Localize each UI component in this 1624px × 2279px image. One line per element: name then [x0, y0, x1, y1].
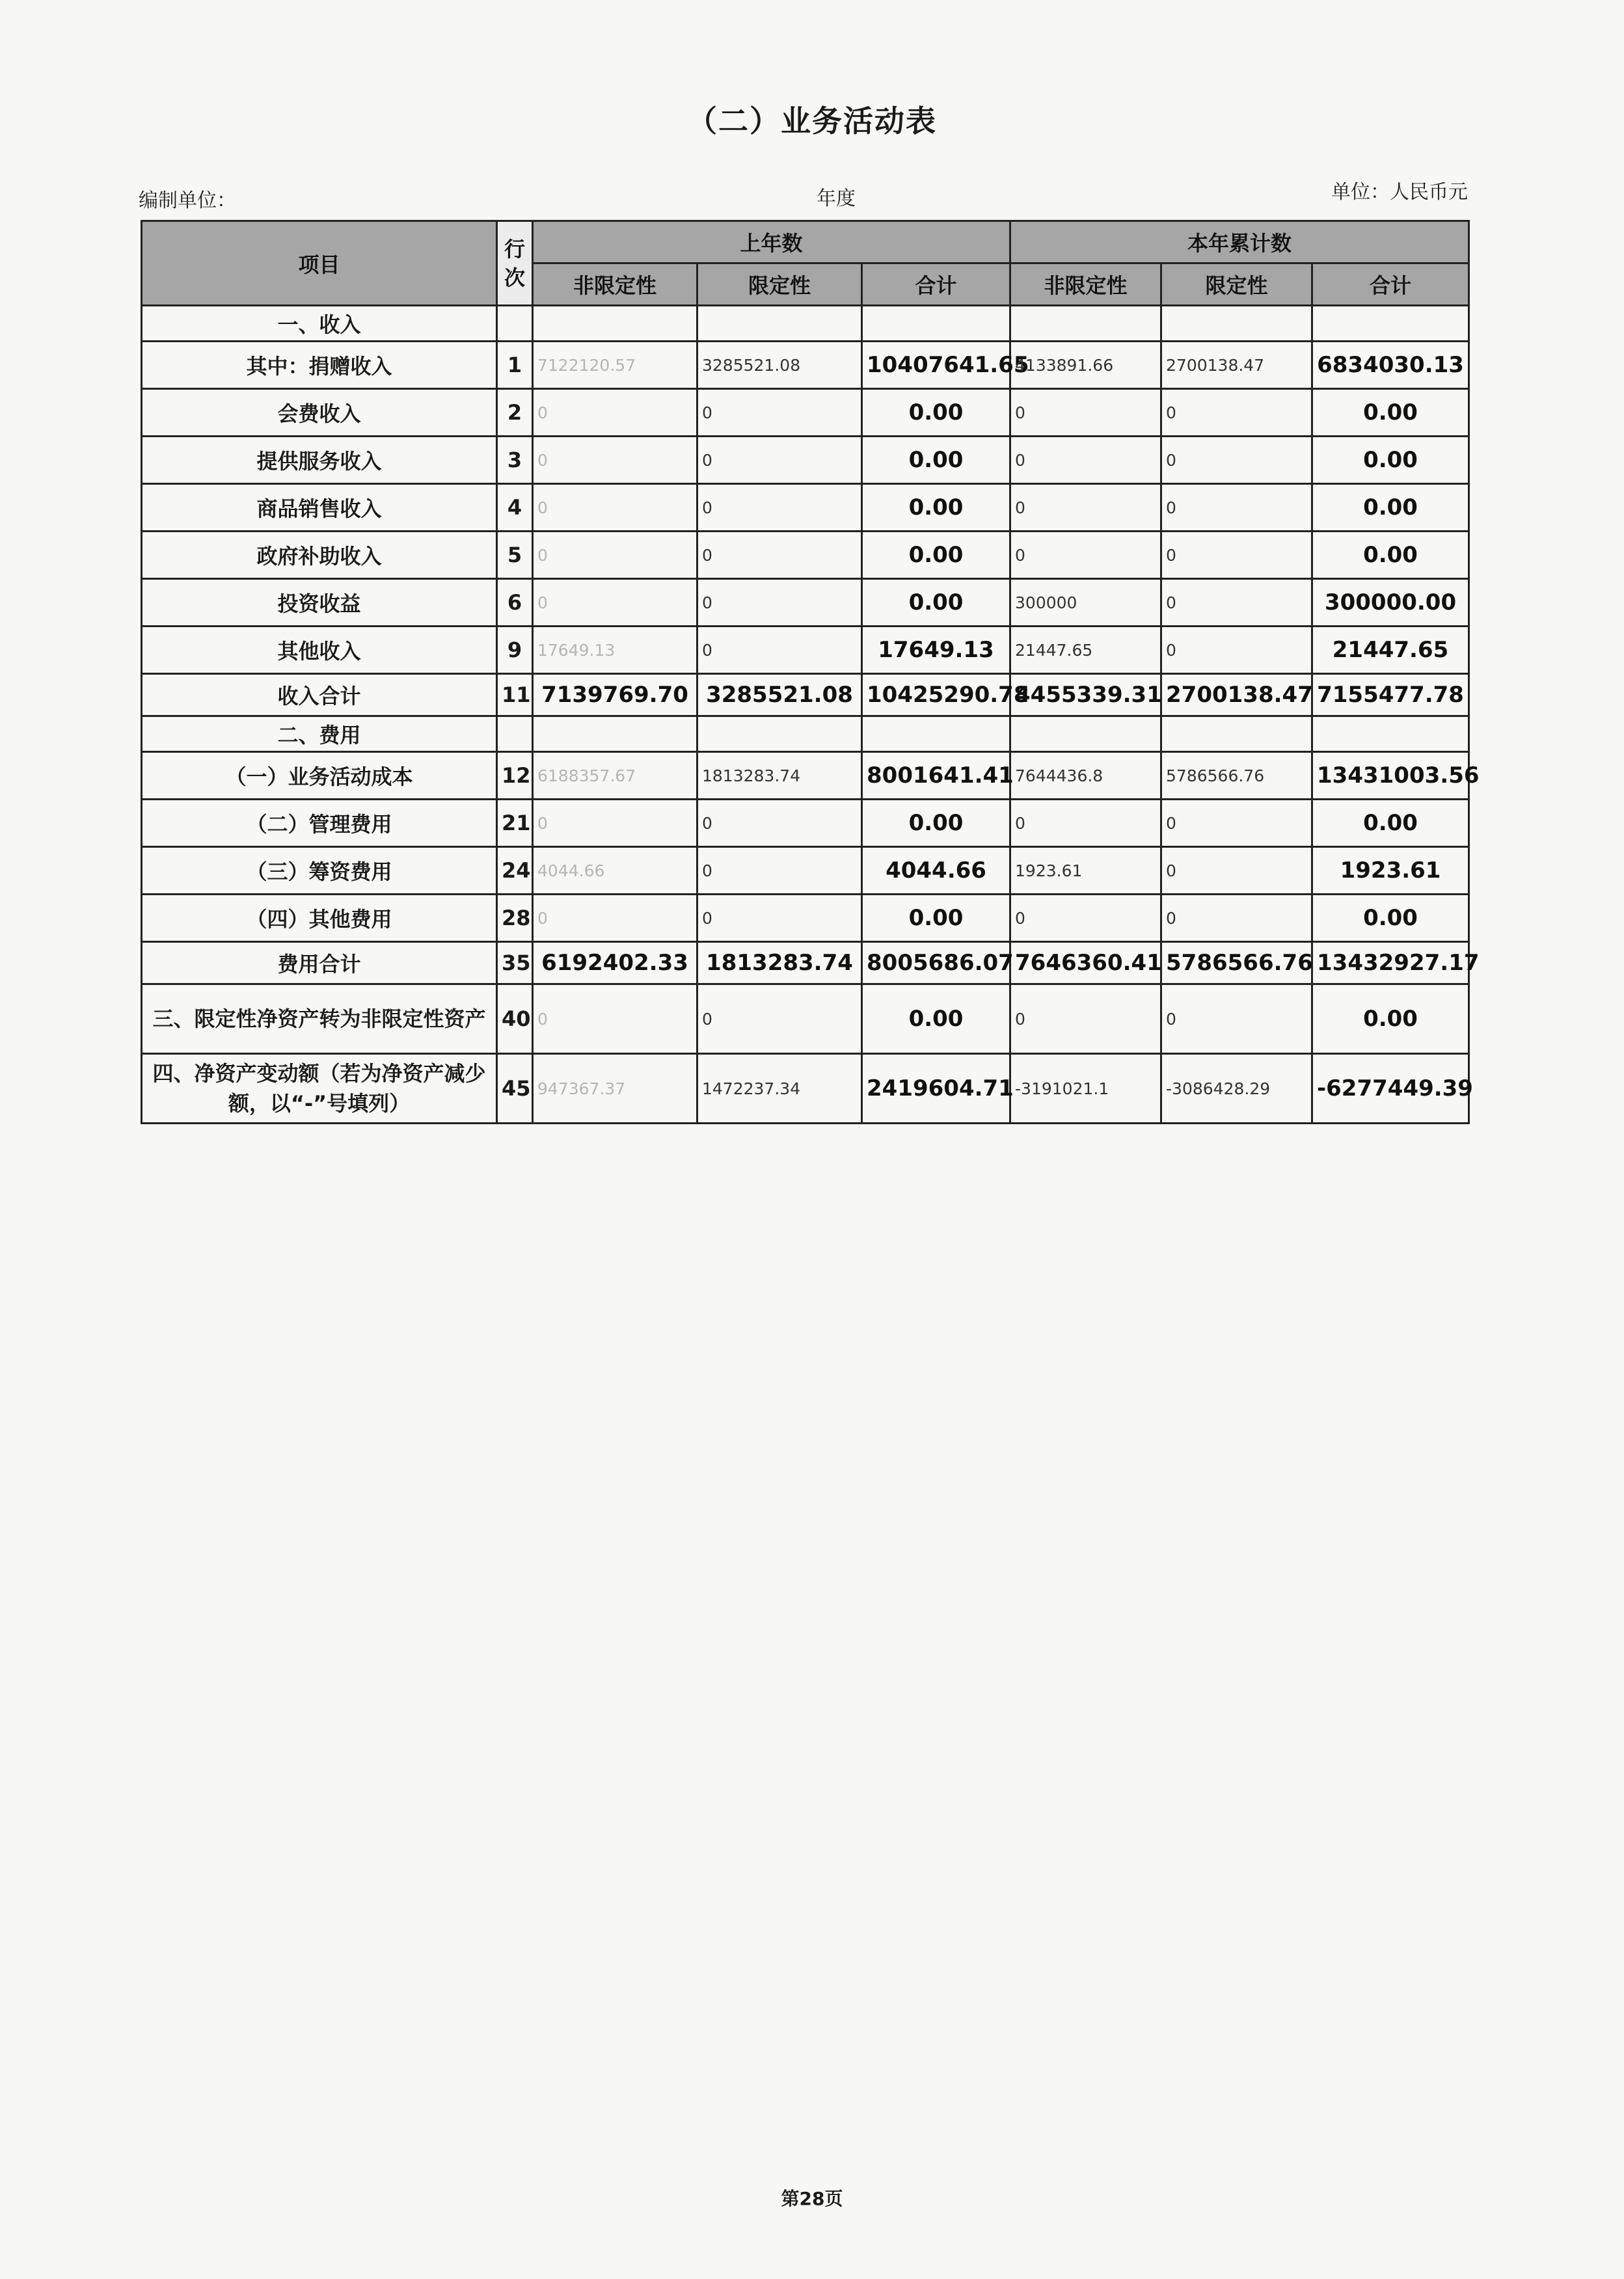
- cell-prev-unrestricted: [533, 716, 697, 752]
- header-prev-year: 上年数: [533, 221, 1010, 263]
- cell-curr-unrestricted: 0: [1010, 389, 1161, 437]
- compiling-unit-label: 编制单位：: [139, 189, 236, 212]
- header-prev-unrestricted: 非限定性: [533, 263, 697, 306]
- cell-prev-total: [862, 306, 1010, 342]
- header-lineno-text: 行次: [504, 236, 525, 290]
- cell-prev-restricted: 0: [697, 895, 862, 942]
- row-line-number: 3: [497, 437, 533, 484]
- cell-curr-total: [1312, 306, 1469, 342]
- row-label: 二、费用: [142, 716, 497, 752]
- table-row: [142, 847, 1469, 895]
- row-line-number: 45: [497, 1054, 533, 1124]
- row-label: （三）筹资费用: [142, 847, 497, 895]
- table-row: [142, 579, 1469, 627]
- page-title: （二）业务活动表: [687, 103, 937, 139]
- cell-prev-restricted: 0: [697, 484, 862, 532]
- cell-curr-unrestricted: 7644436.8: [1010, 752, 1161, 800]
- table-row: [142, 306, 1469, 342]
- table-row: [142, 752, 1469, 800]
- table-row: [142, 484, 1469, 532]
- cell-curr-total: 13432927.17: [1312, 942, 1469, 984]
- cell-prev-unrestricted: [533, 306, 697, 342]
- cell-prev-unrestricted: 0: [533, 579, 697, 627]
- row-line-number: 40: [497, 984, 533, 1054]
- cell-curr-restricted: 0: [1161, 984, 1312, 1054]
- row-label: 商品销售收入: [142, 484, 497, 532]
- row-line-number: [497, 716, 533, 752]
- cell-prev-unrestricted: 0: [533, 389, 697, 437]
- cell-curr-unrestricted: 4133891.66: [1010, 342, 1161, 389]
- cell-curr-total: 6834030.13: [1312, 342, 1469, 389]
- cell-prev-unrestricted: 0: [533, 532, 697, 579]
- header-lineno: [497, 221, 533, 306]
- cell-curr-unrestricted: 0: [1010, 532, 1161, 579]
- table-row: [142, 1054, 1469, 1124]
- cell-prev-total: 2419604.71: [862, 1054, 1010, 1124]
- cell-curr-unrestricted: 300000: [1010, 579, 1161, 627]
- header-item: 项目: [142, 221, 497, 306]
- row-line-number: 4: [497, 484, 533, 532]
- cell-prev-total: [862, 716, 1010, 752]
- cell-curr-unrestricted: 21447.65: [1010, 627, 1161, 674]
- cell-curr-restricted: 0: [1161, 484, 1312, 532]
- row-label: 提供服务收入: [142, 437, 497, 484]
- cell-curr-total: 13431003.56: [1312, 752, 1469, 800]
- cell-curr-total: 0.00: [1312, 437, 1469, 484]
- cell-prev-total: 0.00: [862, 437, 1010, 484]
- cell-curr-unrestricted: -3191021.1: [1010, 1054, 1161, 1124]
- row-label: 收入合计: [142, 674, 497, 716]
- cell-prev-unrestricted: 7139769.70: [533, 674, 697, 716]
- cell-prev-total: 0.00: [862, 389, 1010, 437]
- cell-prev-total: 0.00: [862, 895, 1010, 942]
- cell-prev-restricted: 1472237.34: [697, 1054, 862, 1124]
- cell-curr-unrestricted: 7646360.41: [1010, 942, 1161, 984]
- cell-curr-unrestricted: [1010, 716, 1161, 752]
- cell-prev-restricted: 1813283.74: [697, 752, 862, 800]
- row-line-number: [497, 306, 533, 342]
- cell-prev-unrestricted: 0: [533, 484, 697, 532]
- cell-curr-total: 0.00: [1312, 984, 1469, 1054]
- cell-prev-total: 0.00: [862, 484, 1010, 532]
- header-curr-total: 合计: [1312, 263, 1469, 306]
- row-label: 费用合计: [142, 942, 497, 984]
- row-label: 投资收益: [142, 579, 497, 627]
- cell-prev-total: 8005686.07: [862, 942, 1010, 984]
- cell-curr-restricted: 0: [1161, 532, 1312, 579]
- cell-prev-unrestricted: 0: [533, 800, 697, 847]
- cell-prev-unrestricted: 6192402.33: [533, 942, 697, 984]
- row-line-number: 24: [497, 847, 533, 895]
- table-row: [142, 342, 1469, 389]
- table-row: [142, 895, 1469, 942]
- row-line-number: 6: [497, 579, 533, 627]
- row-line-number: 2: [497, 389, 533, 437]
- cell-curr-total: -6277449.39: [1312, 1054, 1469, 1124]
- cell-prev-restricted: 3285521.08: [697, 342, 862, 389]
- row-line-number: 9: [497, 627, 533, 674]
- row-line-number: 1: [497, 342, 533, 389]
- cell-curr-restricted: 0: [1161, 437, 1312, 484]
- cell-curr-total: 0.00: [1312, 895, 1469, 942]
- cell-prev-unrestricted: 947367.37: [533, 1054, 697, 1124]
- cell-prev-unrestricted: 0: [533, 984, 697, 1054]
- cell-prev-total: 0.00: [862, 800, 1010, 847]
- cell-curr-unrestricted: 0: [1010, 484, 1161, 532]
- cell-prev-total: 8001641.41: [862, 752, 1010, 800]
- row-label: 三、限定性净资产转为非限定性资产: [142, 984, 497, 1054]
- cell-prev-restricted: 0: [697, 984, 862, 1054]
- table-row: [142, 800, 1469, 847]
- currency-unit-label: 单位：人民币元: [1331, 181, 1468, 204]
- cell-curr-restricted: [1161, 716, 1312, 752]
- table-row: [142, 532, 1469, 579]
- cell-curr-total: 0.00: [1312, 389, 1469, 437]
- header-curr-year: 本年累计数: [1010, 221, 1469, 263]
- row-line-number: 35: [497, 942, 533, 984]
- row-line-number: 11: [497, 674, 533, 716]
- row-line-number: 21: [497, 800, 533, 847]
- row-line-number: 28: [497, 895, 533, 942]
- row-label: （一）业务活动成本: [142, 752, 497, 800]
- cell-curr-restricted: 0: [1161, 579, 1312, 627]
- cell-curr-total: 21447.65: [1312, 627, 1469, 674]
- business-activity-table: [141, 220, 1480, 1124]
- row-line-number: 5: [497, 532, 533, 579]
- header-curr-unrestricted: 非限定性: [1010, 263, 1161, 306]
- cell-prev-total: 10407641.65: [862, 342, 1010, 389]
- table-row: [142, 437, 1469, 484]
- cell-prev-restricted: 0: [697, 437, 862, 484]
- cell-prev-total: 0.00: [862, 984, 1010, 1054]
- header-prev-restricted: 限定性: [697, 263, 862, 306]
- cell-curr-unrestricted: 0: [1010, 800, 1161, 847]
- table-row: [142, 716, 1469, 752]
- cell-prev-total: 0.00: [862, 579, 1010, 627]
- cell-prev-restricted: 0: [697, 389, 862, 437]
- cell-curr-total: 0.00: [1312, 484, 1469, 532]
- cell-curr-total: [1312, 716, 1469, 752]
- cell-curr-restricted: 0: [1161, 627, 1312, 674]
- cell-prev-unrestricted: 0: [533, 437, 697, 484]
- header-prev-total: 合计: [862, 263, 1010, 306]
- cell-prev-restricted: 3285521.08: [697, 674, 862, 716]
- table-row: [142, 674, 1469, 716]
- cell-prev-restricted: 1813283.74: [697, 942, 862, 984]
- cell-curr-restricted: 5786566.76: [1161, 942, 1312, 984]
- cell-curr-unrestricted: 0: [1010, 984, 1161, 1054]
- cell-curr-restricted: 2700138.47: [1161, 342, 1312, 389]
- cell-curr-restricted: -3086428.29: [1161, 1054, 1312, 1124]
- cell-prev-restricted: 0: [697, 847, 862, 895]
- cell-prev-restricted: 0: [697, 800, 862, 847]
- cell-curr-restricted: 5786566.76: [1161, 752, 1312, 800]
- cell-curr-unrestricted: [1010, 306, 1161, 342]
- cell-prev-unrestricted: 4044.66: [533, 847, 697, 895]
- cell-prev-restricted: 0: [697, 532, 862, 579]
- cell-curr-unrestricted: 1923.61: [1010, 847, 1161, 895]
- cell-curr-total: 1923.61: [1312, 847, 1469, 895]
- row-label: 政府补助收入: [142, 532, 497, 579]
- cell-curr-restricted: [1161, 306, 1312, 342]
- cell-curr-unrestricted: 4455339.31: [1010, 674, 1161, 716]
- table-row: [142, 389, 1469, 437]
- cell-prev-total: 17649.13: [862, 627, 1010, 674]
- cell-prev-restricted: 0: [697, 579, 862, 627]
- cell-curr-total: 300000.00: [1312, 579, 1469, 627]
- cell-curr-restricted: 0: [1161, 389, 1312, 437]
- cell-prev-unrestricted: 0: [533, 895, 697, 942]
- cell-curr-total: 0.00: [1312, 800, 1469, 847]
- row-label: （四）其他费用: [142, 895, 497, 942]
- cell-prev-restricted: 0: [697, 627, 862, 674]
- row-label: 其中：捐赠收入: [142, 342, 497, 389]
- cell-curr-unrestricted: 0: [1010, 895, 1161, 942]
- cell-curr-unrestricted: 0: [1010, 437, 1161, 484]
- cell-curr-restricted: 2700138.47: [1161, 674, 1312, 716]
- cell-prev-unrestricted: 6188357.67: [533, 752, 697, 800]
- cell-prev-unrestricted: 17649.13: [533, 627, 697, 674]
- cell-prev-restricted: [697, 716, 862, 752]
- cell-curr-restricted: 0: [1161, 800, 1312, 847]
- row-label: 四、净资产变动额（若为净资产减少额，以“-”号填列）: [142, 1054, 497, 1124]
- row-label: 会费收入: [142, 389, 497, 437]
- page-number: 第28页: [781, 2188, 843, 2209]
- table-row: [142, 984, 1469, 1054]
- cell-prev-total: 4044.66: [862, 847, 1010, 895]
- cell-prev-total: 10425290.78: [862, 674, 1010, 716]
- row-line-number: 12: [497, 752, 533, 800]
- cell-prev-restricted: [697, 306, 862, 342]
- year-label: 年度: [817, 187, 856, 210]
- cell-curr-restricted: 0: [1161, 847, 1312, 895]
- row-label: 一、收入: [142, 306, 497, 342]
- cell-prev-unrestricted: 7122120.57: [533, 342, 697, 389]
- cell-curr-restricted: 0: [1161, 895, 1312, 942]
- row-label: （二）管理费用: [142, 800, 497, 847]
- table-row: [142, 942, 1469, 984]
- cell-curr-total: 0.00: [1312, 532, 1469, 579]
- header-curr-restricted: 限定性: [1161, 263, 1312, 306]
- row-label: 其他收入: [142, 627, 497, 674]
- cell-prev-total: 0.00: [862, 532, 1010, 579]
- cell-curr-total: 7155477.78: [1312, 674, 1469, 716]
- table-row: [142, 627, 1469, 674]
